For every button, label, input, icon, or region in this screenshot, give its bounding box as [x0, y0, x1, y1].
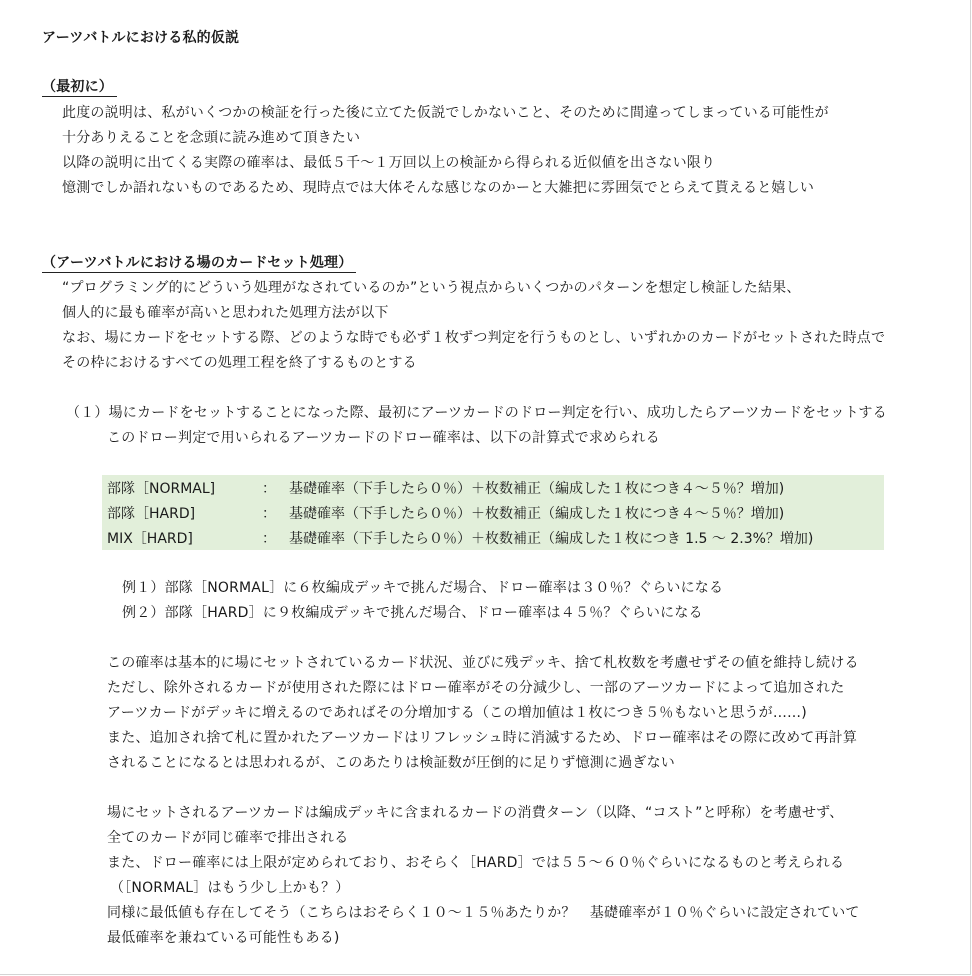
section2-intro-line: “プログラミング的にどういう処理がなされているのか”という視点からいくつかのパターンを想定し検証した結果、	[62, 280, 801, 296]
formula-separator: ：	[262, 481, 276, 497]
step-1-line: このドロー判定で用いられるアーツカードのドロー確率は、以下の計算式で求められる	[107, 430, 660, 446]
intro-line: 以降の説明に出てくる実際の確率は、最低５千～１万回以上の検証から得られる近似値を出さない限り	[62, 155, 716, 171]
formula-mode-hard: 部隊［HARD]	[107, 506, 196, 522]
document-title: アーツバトルにおける私的仮説	[42, 30, 240, 46]
formula-expression: 基礎確率（下手したら０％）＋枚数補正（編成した１枚につき４～５％？増加)	[289, 506, 785, 522]
example-line: 例２）部隊［HARD］に９枚編成デッキで挑んだ場合、ドロー確率は４５％？ぐらいになる	[122, 605, 703, 621]
intro-line: 十分ありえることを念頭に読み進めて頂きたい	[62, 130, 361, 146]
paragraph-line: この確率は基本的に場にセットされているカード状況、並びに残デッキ、捨て札枚数を考慮せずその値を維持し続ける	[107, 655, 859, 671]
paragraph-line: 全てのカードが同じ確率で排出される	[107, 830, 349, 846]
formula-expression: 基礎確率（下手したら０％）＋枚数補正（編成した１枚につき４～５％？増加)	[289, 481, 785, 497]
paragraph-line: ただし、除外されるカードが使用された際にはドロー確率がその分減少し、一部のアーツカードによって追加された	[107, 680, 845, 696]
intro-line: 此度の説明は、私がいくつかの検証を行った後に立てた仮説でしかないこと、そのために間違ってしまっている可能性が	[62, 105, 829, 121]
formula-separator: ：	[262, 506, 276, 522]
formula-expression: 基礎確率（下手したら０％）＋枚数補正（編成した１枚につき 1.5 ～ 2.3%？増加)	[289, 531, 814, 547]
step-1-line: （１）場にカードをセットすることになった際、最初にアーツカードのドロー判定を行い、成功したらアーツカードをセットする	[66, 405, 887, 421]
formula-mode-mix-hard: MIX［HARD]	[107, 531, 193, 547]
paragraph-line: されることになるとは思われるが、このあたりは検証数が圧倒的に足りず憶測に過ぎない	[107, 755, 675, 771]
paragraph-line: （［NORMAL］はもう少し上かも？）	[110, 880, 350, 896]
formula-mode-normal: 部隊［NORMAL]	[107, 481, 216, 497]
paragraph-line: また、ドロー確率には上限が定められており、おそらく［HARD］では５５～６０％ぐらいになるものと考えられる	[107, 855, 845, 871]
intro-line: 憶測でしか語れないものであるため、現時点では大体そんな感じなのかーと大雑把に雰囲気でとらえて貰えると嬉しい	[62, 180, 815, 196]
formula-separator: ：	[262, 531, 276, 547]
section2-intro-line: なお、場にカードをセットする際、どのような時でも必ず１枚ずつ判定を行うものとし、いずれかのカードがセットされた時点で	[62, 330, 886, 346]
section2-intro-line: 個人的に最も確率が高いと思われた処理方法が以下	[62, 305, 389, 321]
paragraph-line: アーツカードがデッキに増えるのであればその分増加する（この増加値は１枚につき５％もないと思うが……)	[107, 705, 807, 721]
paragraph-line: 場にセットされるアーツカードは編成デッキに含まれるカードの消費ターン（以降、“コスト”と呼称）を考慮せず、	[107, 805, 844, 821]
paragraph-line: また、追加され捨て札に置かれたアーツカードはリフレッシュ時に消滅するため、ドロー確率はその際に改めて再計算	[107, 730, 858, 746]
section-heading-card-set: （アーツバトルにおける場のカードセット処理）	[42, 254, 356, 273]
section-heading-intro: （最初に）	[42, 78, 117, 97]
example-line: 例１）部隊［NORMAL］に６枚編成デッキで挑んだ場合、ドロー確率は３０％？ぐらいになる	[122, 580, 724, 596]
section2-intro-line: その枠におけるすべての処理工程を終了するものとする	[62, 355, 417, 371]
paragraph-line: 最低確率を兼ねている可能性もある)	[107, 930, 340, 946]
paragraph-line: 同様に最低値も存在してそう（こちらはおそらく１０～１５％あたりか？ 基礎確率が１０％ぐらいに設定されていて	[107, 905, 860, 921]
